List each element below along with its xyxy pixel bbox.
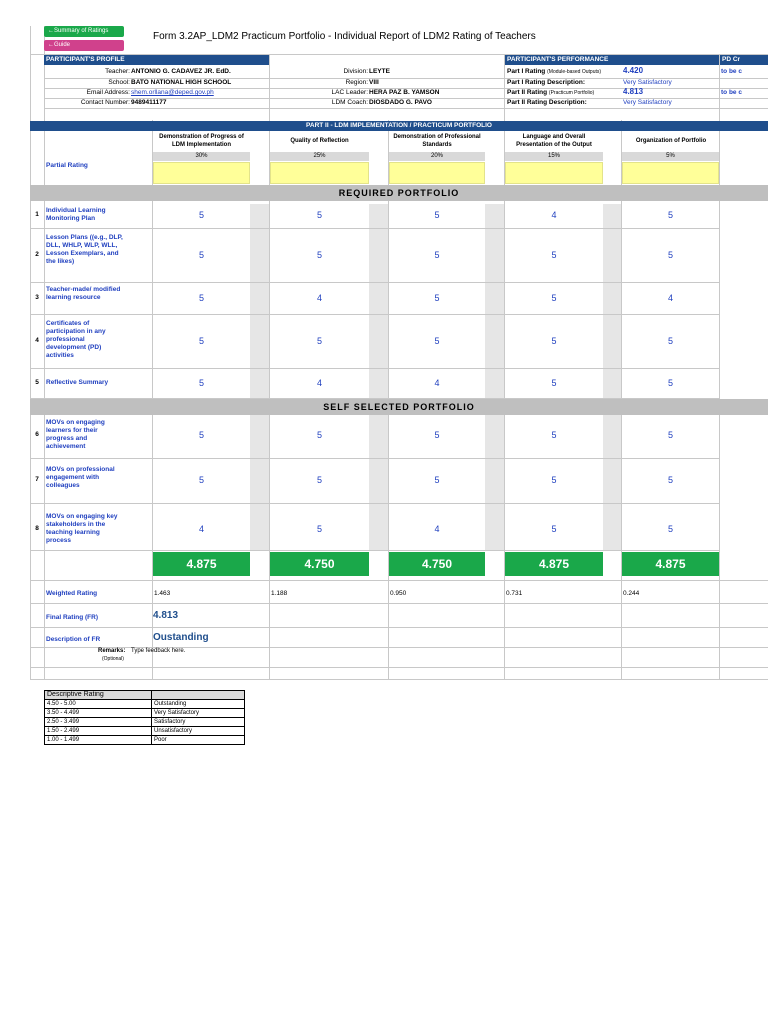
partial-rating-language[interactable] <box>505 162 603 184</box>
pct-progress: 30% <box>153 152 250 161</box>
ldm-coach-value: DIOSDADO G. PAVO <box>369 99 432 106</box>
lac-leader-value: HERA PAZ B. YAMSON <box>369 89 440 96</box>
score-cell: 4 <box>198 524 204 534</box>
score-cell: 5 <box>198 475 204 485</box>
row-number: 8 <box>35 525 39 532</box>
desc-cell: Satisfactory <box>152 718 245 727</box>
self-selected-portfolio-header: SELF SELECTED PORTFOLIO <box>30 399 768 415</box>
score-cell: 5 <box>434 336 440 346</box>
partial-rating-label: Partial Rating <box>46 162 88 169</box>
row-label: Lesson Plans ((e.g., DLP, DLL, WHLP, WLP, WLL, Lesson Exemplars, and the likes) <box>46 234 123 265</box>
col-header-organization: Organization of Portfolio <box>635 138 707 144</box>
range-cell: 1.50 - 2.499 <box>45 727 152 736</box>
description-fr-label: Description of FR <box>46 636 101 643</box>
average-progress: 4.875 <box>153 552 250 576</box>
partial-rating-reflection[interactable] <box>270 162 369 184</box>
performance-header: PARTICIPANT'S PERFORMANCE <box>505 55 719 65</box>
score-cell: 5 <box>551 336 557 346</box>
profile-header: PARTICIPANT'S PROFILE <box>44 55 269 65</box>
score-cell: 5 <box>198 293 204 303</box>
row-label: Reflective Summary <box>46 379 109 386</box>
row-label: MOVs on engaging key stakeholders in the teaching learning process <box>46 513 118 544</box>
col-header-reflection: Quality of Reflection <box>290 138 349 144</box>
partial-rating-standards[interactable] <box>389 162 485 184</box>
weighted-language: 0.731 <box>506 590 523 597</box>
partial-rating-organization[interactable] <box>622 162 719 184</box>
guide-button[interactable]: ←Guide <box>44 40 124 51</box>
region-value: VIII <box>369 79 379 86</box>
descriptive-header: Descriptive Rating <box>45 691 152 700</box>
score-cell: 5 <box>667 430 673 440</box>
score-cell: 5 <box>316 336 322 346</box>
score-cell: 5 <box>198 430 204 440</box>
description-fr-value: Oustanding <box>153 632 209 643</box>
desc-cell: Outstanding <box>152 700 245 709</box>
score-cell: 4 <box>434 378 440 388</box>
pd-note-1: to be c <box>721 68 742 75</box>
score-cell: 5 <box>551 250 557 260</box>
part2-rating-value: 4.813 <box>623 87 644 96</box>
row-number: 6 <box>35 431 39 438</box>
range-cell: 4.50 - 5.00 <box>45 700 152 709</box>
part2-desc-value: Very Satisfactory <box>623 99 672 106</box>
required-portfolio-header: REQUIRED PORTFOLIO <box>30 185 768 201</box>
weighted-organization: 0.244 <box>623 590 640 597</box>
descriptive-rating-table <box>44 690 245 745</box>
email-label: Email Address: <box>86 89 130 96</box>
score-cell: 5 <box>316 430 322 440</box>
contact-value: 9489411177 <box>131 99 167 106</box>
range-cell: 2.50 - 3.499 <box>45 718 152 727</box>
row-label: MOVs on engaging learners for their progress and achievement <box>46 419 105 450</box>
score-cell: 4 <box>667 293 673 303</box>
score-cell: 5 <box>434 250 440 260</box>
score-cell: 5 <box>667 336 673 346</box>
desc-cell: Very Satisfactory <box>152 709 245 718</box>
score-cell: 5 <box>434 293 440 303</box>
final-rating-label: Final Rating (FR) <box>46 614 98 621</box>
division-label: Division: <box>343 68 368 75</box>
row-number: 4 <box>35 337 39 344</box>
average-organization: 4.875 <box>622 552 719 576</box>
col-header-progress: Demonstration of Progress of LDM Implementation <box>159 134 244 148</box>
score-cell: 5 <box>316 210 322 220</box>
score-cell: 5 <box>316 475 322 485</box>
score-cell: 5 <box>551 475 557 485</box>
score-cell: 5 <box>198 210 204 220</box>
row-label: Certificates of participation in any professional development (PD) activities <box>46 320 106 359</box>
score-cell: 4 <box>434 524 440 534</box>
part1-rating-value: 4.420 <box>623 66 644 75</box>
region-label: Region: <box>345 79 368 86</box>
pd-header: PD Cr <box>720 55 768 65</box>
score-cell: 5 <box>551 378 557 388</box>
teacher-label: Teacher: <box>105 68 130 75</box>
score-cell: 4 <box>316 378 322 388</box>
col-header-language: Language and Overall Presentation of the Output <box>516 134 592 148</box>
part1-desc-label: Part I Rating Description: <box>507 79 586 86</box>
page-title: Form 3.2AP_LDM2 Practicum Portfolio - Individual Report of LDM2 Rating of Teachers <box>153 31 536 42</box>
email-link[interactable]: shem.orllana@deped.gov.ph <box>131 89 214 96</box>
remarks-input[interactable]: Type feedback here. <box>131 648 186 654</box>
division-value: LEYTE <box>369 68 390 75</box>
col-header-standards: Demonstration of Professional Standards <box>393 134 481 148</box>
score-cell: 5 <box>667 524 673 534</box>
score-cell: 5 <box>667 378 673 388</box>
score-cell: 5 <box>316 524 322 534</box>
row-label: Individual Learning Monitoring Plan <box>46 207 106 222</box>
pct-standards: 20% <box>389 152 485 161</box>
score-cell: 5 <box>198 378 204 388</box>
weighted-standards: 0.950 <box>390 590 407 597</box>
range-cell: 1.00 - 1.499 <box>45 736 152 745</box>
pct-organization: 5% <box>622 152 719 161</box>
row-number: 2 <box>35 251 39 258</box>
range-cell: 3.50 - 4.499 <box>45 709 152 718</box>
teacher-value: ANTONIO G. CADAVEZ JR. EdD. <box>131 68 231 75</box>
pct-language: 15% <box>505 152 603 161</box>
score-cell: 5 <box>667 475 673 485</box>
row-label: MOVs on professional engagement with colleagues <box>46 466 115 489</box>
weighted-progress: 1.463 <box>154 590 171 597</box>
row-number: 3 <box>35 294 39 301</box>
part1-rating-label: Part I Rating (Module-based Outputs) <box>507 68 602 75</box>
row-label: Teacher-made/ modified learning resource <box>46 286 121 301</box>
average-standards: 4.750 <box>389 552 485 576</box>
score-cell: 5 <box>434 210 440 220</box>
final-rating-value: 4.813 <box>153 610 179 621</box>
pd-note-2: to be c <box>721 89 742 96</box>
desc-cell: Poor <box>152 736 245 745</box>
partial-rating-progress[interactable] <box>153 162 250 184</box>
score-cell: 5 <box>198 250 204 260</box>
weighted-rating-label: Weighted Rating <box>46 590 98 597</box>
part2-desc-label: Part II Rating Description: <box>507 99 587 106</box>
score-cell: 5 <box>551 293 557 303</box>
contact-label: Contact Number: <box>80 99 130 106</box>
pct-reflection: 25% <box>270 152 369 161</box>
score-cell: 5 <box>434 430 440 440</box>
average-language: 4.875 <box>505 552 603 576</box>
row-number: 5 <box>35 379 39 386</box>
row-number: 1 <box>35 211 39 218</box>
weighted-reflection: 1.188 <box>271 590 288 597</box>
score-cell: 4 <box>551 210 557 220</box>
score-cell: 5 <box>551 524 557 534</box>
score-cell: 5 <box>316 250 322 260</box>
average-reflection: 4.750 <box>270 552 369 576</box>
score-cell: 5 <box>198 336 204 346</box>
ldm-coach-label: LDM Coach: <box>331 99 368 106</box>
school-value: BATO NATIONAL HIGH SCHOOL <box>131 79 232 86</box>
desc-cell: Unsatisfactory <box>152 727 245 736</box>
school-label: School: <box>108 79 130 86</box>
score-cell: 5 <box>551 430 557 440</box>
part2-rating-label: Part II Rating (Practicum Portfolio) <box>507 89 595 96</box>
score-cell: 5 <box>667 250 673 260</box>
summary-of-ratings-button[interactable]: ←Summary of Ratings <box>44 26 124 37</box>
part2-header: PART II - LDM IMPLEMENTATION / PRACTICUM PORTFOLIO <box>30 121 768 131</box>
lac-leader-label: LAC Leader: <box>331 89 368 96</box>
descriptive-header-blank <box>152 691 245 700</box>
row-number: 7 <box>35 476 39 483</box>
score-cell: 5 <box>434 475 440 485</box>
score-cell: 4 <box>316 293 322 303</box>
part1-desc-value: Very Satisfactory <box>623 79 672 86</box>
remarks-label: Remarks: <box>98 648 126 654</box>
score-cell: 5 <box>667 210 673 220</box>
optional-note: (Optional) <box>102 656 124 662</box>
